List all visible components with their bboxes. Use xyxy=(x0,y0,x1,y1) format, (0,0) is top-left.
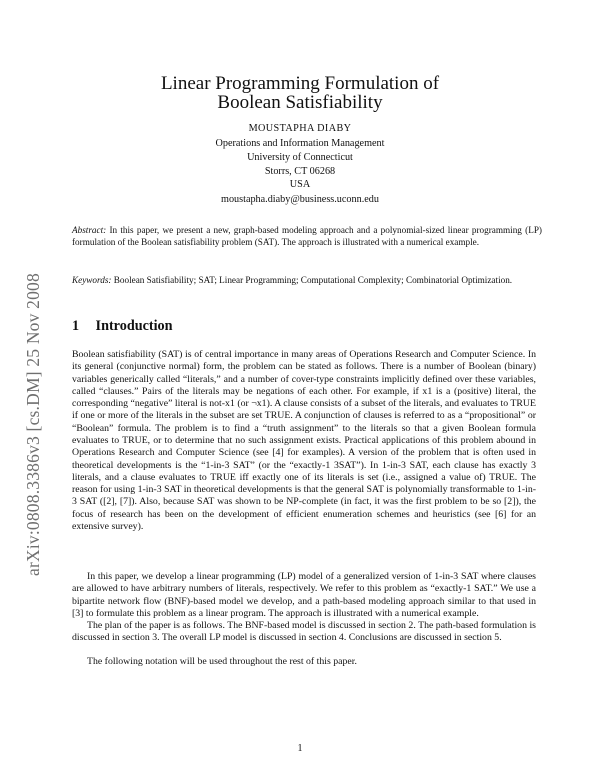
abstract-label: Abstract: xyxy=(72,225,107,235)
page-number: 1 xyxy=(297,743,303,754)
affiliation-department: Operations and Information Management xyxy=(215,138,385,149)
affiliation-country: USA xyxy=(289,179,311,190)
body-paragraph-2 xyxy=(72,571,536,620)
keywords-text: Boolean Satisfiability; SAT; Linear Programming; Computational Complexity; Combinatorial Optimization. xyxy=(111,275,513,285)
paragraph-text: Boolean satisfiability (SAT) is of central importance in many areas of Operations Research and Computer Science. In its general (conjunctive normal) form, the problem can be stated as follows. There is a number of Boolean (binary) variables generically called “literals,” and a number of cover-type constraints implicitly defined over these variables, called “clauses.” Pairs of the literals may be negations of each other. For example, if x1 is a (positive) literal, the corresponding “negative” literal is not-x1 (or ¬x1). A clause consists of a subset of the literals, and evaluates to TRUE if one or more of the literals in the subset are set TRUE. A conjunction of clauses is referred to as a “propositional” or “Boolean” formula. The problem is to find a “truth assignment” to the literals so that a given Boolean formula evaluates to TRUE, or to determine that no such assignment exists. Practical applications of this problem abound in Operations Research and Computer Science (see [4] for examples). A version of the problem that is often used in theoretical developments is the “1-in-3 SAT” (or the “exactly-1 3SAT”). In 1-in-3 SAT, each clause has exactly 3 literals, and a clause evaluates to TRUE iff exactly one of its literals is set (i.e., assigned a value of) TRUE. The reason for using 1-in-3 SAT in theoretical developments is that the general SAT is polynomially transformable to 1-in-3 SAT ([2], [7]). Also, because SAT was shown to be NP-complete (in fact, it was the first problem to be so [2]), the focus of research has been on the development of efficient enumeration schemes and heuristics (see [6] for an extensive survey). xyxy=(72,349,536,532)
affiliation-city: Storrs, CT 06268 xyxy=(264,166,336,177)
abstract xyxy=(72,224,542,248)
author-email: moustapha.diaby@business.uconn.edu xyxy=(221,194,379,205)
paragraph-text: In this paper, we develop a linear programming (LP) model of a generalized version of 1-in-3 SAT where clauses are allowed to have arbitrary numbers of literals, respectively. We refer to this problem as “exactly-1 SAT.” We use a bipartite network flow (BNF)-based model we develop, and a path-based modeling approach similar to that used in [3] to formulate this problem as a linear program. The approach is illustrated with a numerical example. xyxy=(72,571,536,619)
affiliation-university: University of Connecticut xyxy=(247,152,353,163)
paragraph-text: The plan of the paper is as follows. The BNF-based model is discussed in section 2. The path-based formulation is discussed in section 3. The overall LP model is discussed in section 4. Conclusions are discussed in section 5. xyxy=(72,620,536,644)
paper-title-line-2: Boolean Satisfiability xyxy=(217,92,383,113)
paragraph-text: The following notation will be used throughout the rest of this paper. xyxy=(87,656,357,667)
section-number: 1 xyxy=(72,318,80,334)
arxiv-identifier: arXiv:0808.3386v3 [cs.DM] 25 Nov 2008 xyxy=(23,273,43,576)
section-heading xyxy=(72,318,173,335)
paper-title-line-1: Linear Programming Formulation of xyxy=(160,73,440,94)
abstract-text: In this paper, we present a new, graph-based modeling approach and a polynomial-sized linear programming (LP) formulation of the Boolean satisfiability problem (SAT). The approach is illustrated with a numerical example. xyxy=(72,225,542,248)
body-paragraph-4 xyxy=(72,656,536,668)
author-name: MOUSTAPHA DIABY xyxy=(248,123,352,134)
keywords-label: Keywords: xyxy=(72,275,112,285)
body-paragraph-1 xyxy=(72,349,536,533)
body-paragraph-3 xyxy=(72,620,536,645)
section-title: Introduction xyxy=(95,318,173,334)
keywords xyxy=(72,274,542,286)
